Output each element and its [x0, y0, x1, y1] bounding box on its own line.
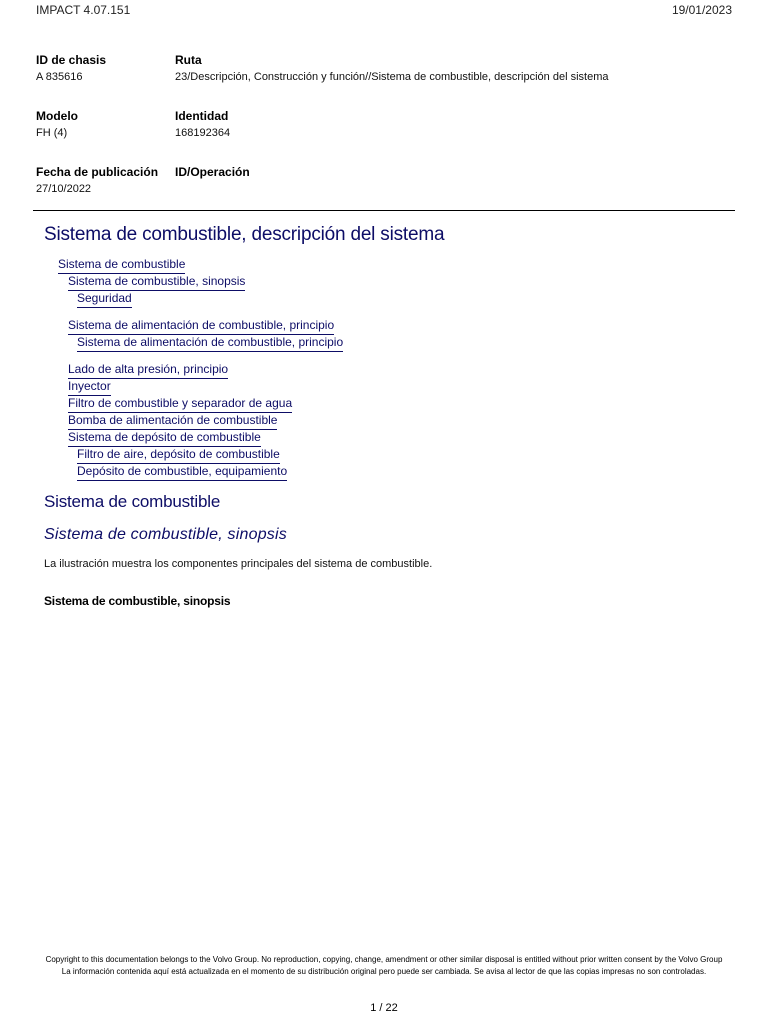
toc-link-deposito[interactable]: Sistema de depósito de combustible [68, 430, 261, 447]
app-version: IMPACT 4.07.151 [36, 3, 131, 17]
pubdate-cell [36, 165, 175, 221]
chassis-value: A 835616 [36, 71, 83, 83]
operation-cell [175, 165, 736, 221]
toc-link-sistema-de-combustible[interactable]: Sistema de combustible [58, 257, 185, 274]
toc-link-inyector[interactable]: Inyector [68, 379, 111, 396]
identity-label: Identidad [175, 109, 229, 123]
pubdate-value: 27/10/2022 [36, 183, 92, 195]
operation-label: ID/Operación [175, 165, 250, 179]
identity-value: 168192364 [175, 127, 231, 139]
figure-caption: Sistema de combustible, sinopsis [44, 594, 231, 608]
toc-link-bomba-alimentacion[interactable]: Bomba de alimentación de combustible [68, 413, 277, 430]
page-number: 1 / 22 [370, 1002, 398, 1014]
chassis-label: ID de chasis [36, 53, 107, 67]
identity-cell [175, 109, 736, 165]
metadata-block [36, 53, 736, 221]
model-value: FH (4) [36, 127, 68, 139]
route-cell [175, 53, 736, 109]
metadata-row-chassis [36, 53, 736, 109]
toc-link-alimentacion-principio[interactable]: Sistema de alimentación de combustible, principio [68, 318, 334, 335]
toc-link-deposito-equipamiento[interactable]: Depósito de combustible, equipamiento [77, 464, 287, 481]
toc-link-filtro-separador[interactable]: Filtro de combustible y separador de agua [68, 396, 292, 413]
pubdate-label: Fecha de publicación [36, 165, 159, 179]
toc-link-seguridad[interactable]: Seguridad [77, 291, 132, 308]
toc-link-alimentacion-principio-sub[interactable]: Sistema de alimentación de combustible, principio [77, 335, 343, 352]
footer [30, 954, 738, 978]
header-divider [33, 210, 735, 211]
toc-link-filtro-aire[interactable]: Filtro de aire, depósito de combustible [77, 447, 280, 464]
footer-notice: La información contenida aquí está actualizada en el momento de su distribución original pero puede ser cambiada. Se avisa al lector de que las copias impresas no son controladas. [61, 967, 707, 976]
route-value: 23/Descripción, Construcción y función//Sistema de combustible, descripción del sistema [175, 71, 609, 83]
print-date: 19/01/2023 [671, 3, 732, 17]
toc-link-sinopsis[interactable]: Sistema de combustible, sinopsis [68, 274, 245, 291]
body-paragraph: La ilustración muestra los componentes principales del sistema de combustible. [44, 558, 433, 570]
section-heading: Sistema de combustible [44, 492, 221, 511]
model-label: Modelo [36, 109, 78, 123]
metadata-row-pubdate [36, 165, 736, 221]
chassis-cell [36, 53, 175, 109]
toc-link-alta-presion[interactable]: Lado de alta presión, principio [68, 362, 228, 379]
document-title: Sistema de combustible, descripción del sistema [44, 224, 445, 245]
model-cell [36, 109, 175, 165]
subsection-heading: Sistema de combustible, sinopsis [44, 526, 287, 543]
metadata-row-model [36, 109, 736, 165]
route-label: Ruta [175, 53, 202, 67]
footer-copyright: Copyright to this documentation belongs to the Volvo Group. No reproduction, copying, change, amendment or other similar disposal is entitled without prior written consent by the Volvo Group [45, 955, 723, 964]
